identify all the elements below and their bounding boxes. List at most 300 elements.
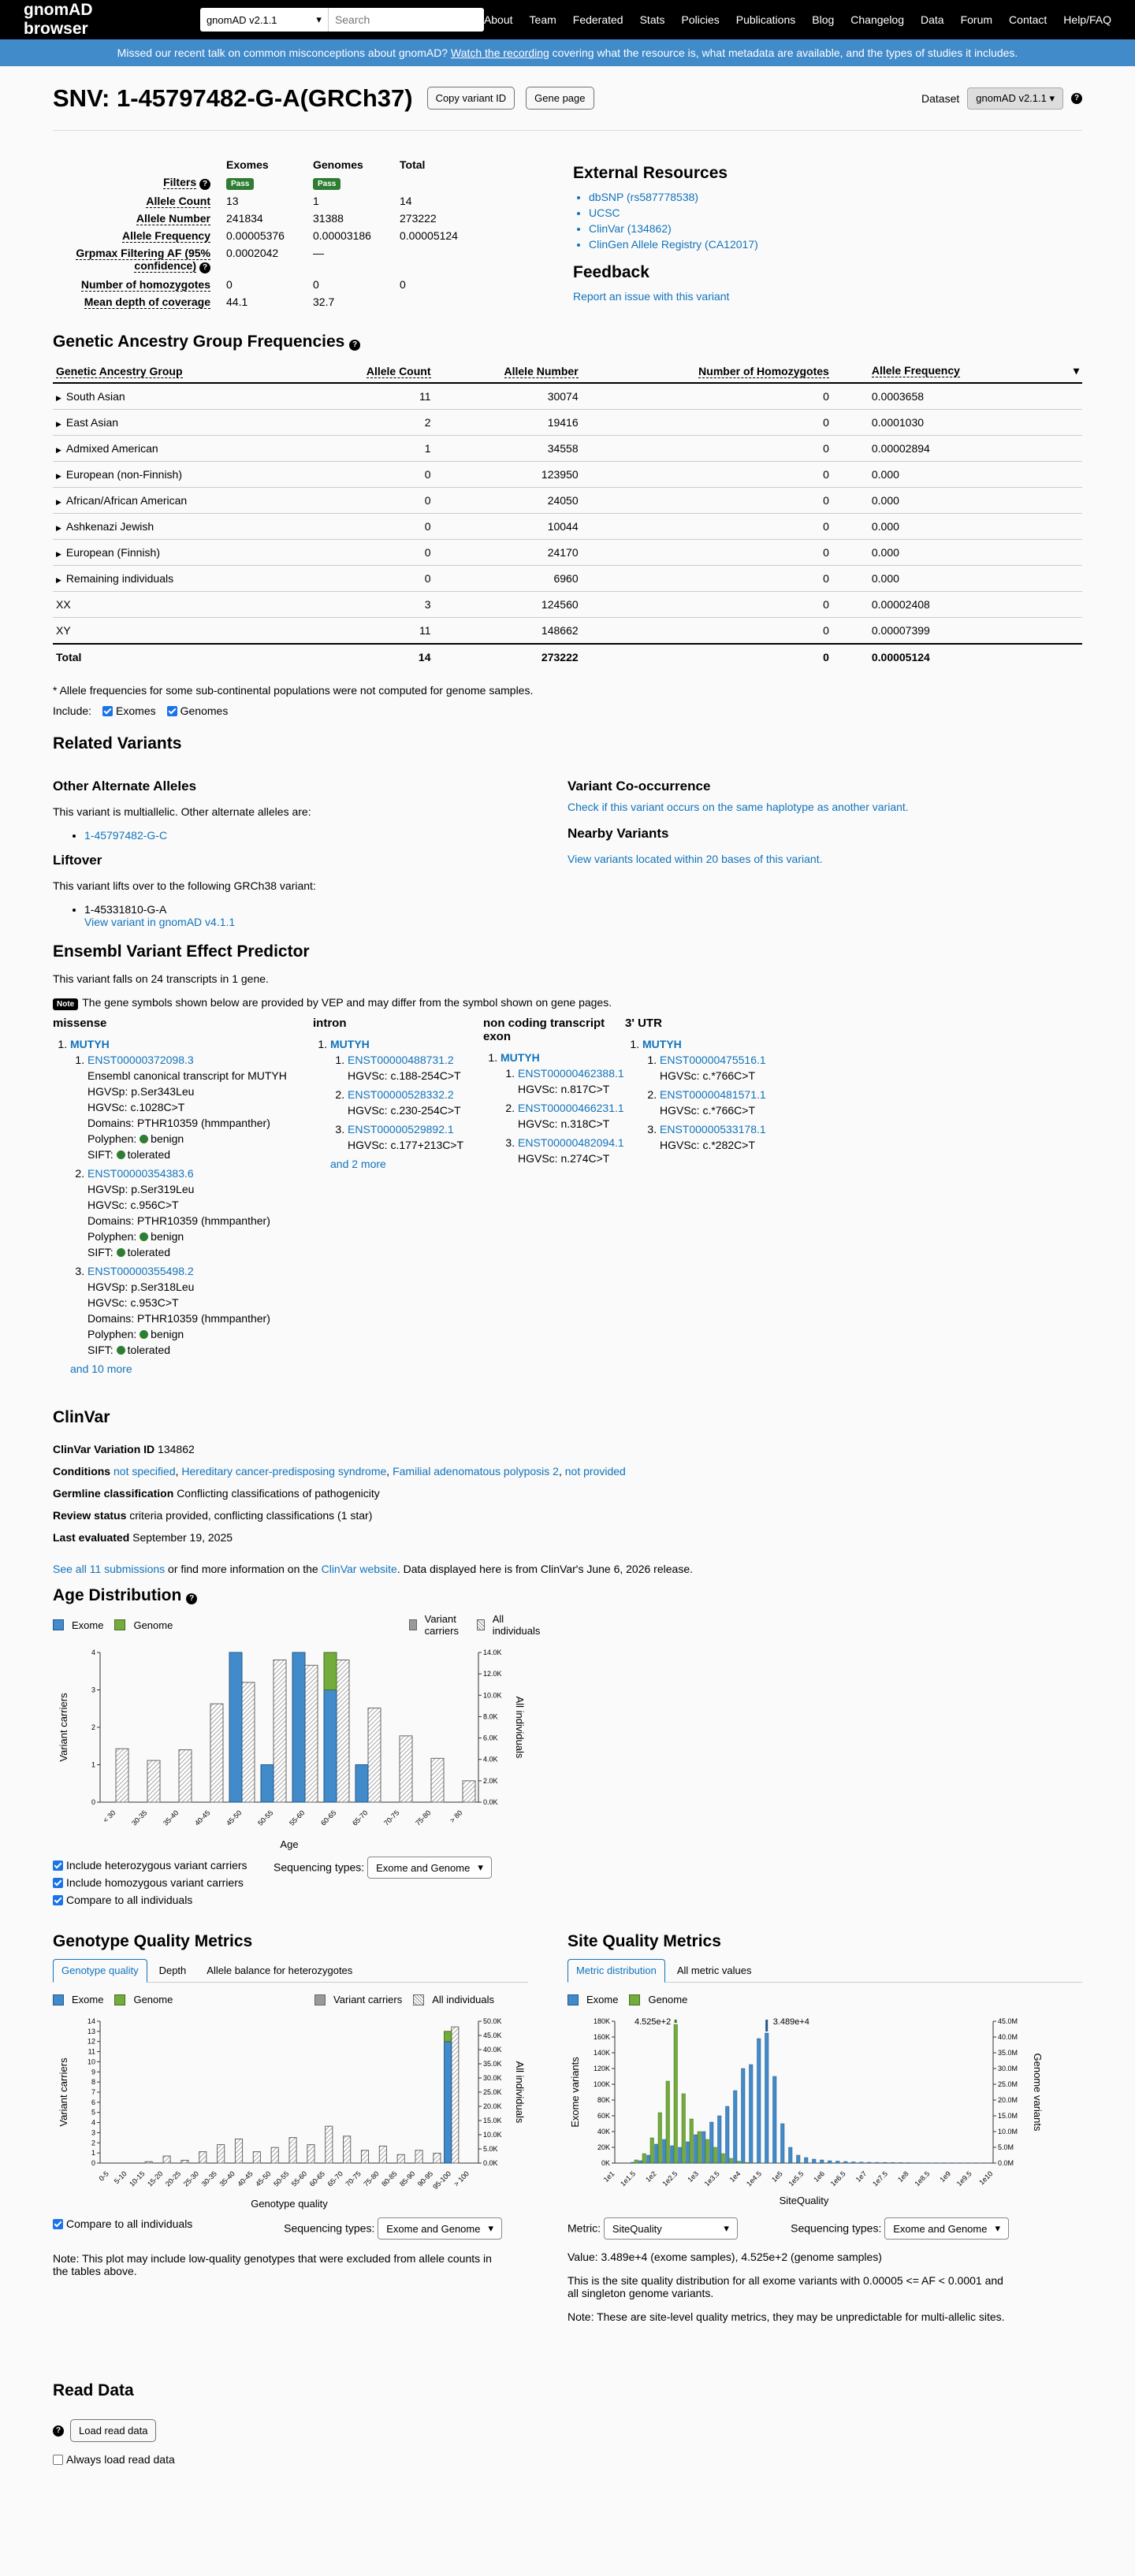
nav-link-publications[interactable]: Publications <box>735 13 796 26</box>
transcript-link[interactable]: ENST00000482094.1 <box>518 1136 624 1149</box>
gene-link[interactable]: MUTYH <box>642 1038 682 1050</box>
exome-bar <box>750 2065 754 2163</box>
transcript-detail: HGVSc: c.1028C>T <box>87 1101 185 1113</box>
genome-bar <box>658 2113 662 2163</box>
show-more-link[interactable]: and 10 more <box>70 1362 132 1375</box>
table-row[interactable] <box>53 540 1082 566</box>
always-load-checkbox[interactable]: Always load read data <box>53 2453 1082 2466</box>
table-cell: 0 <box>823 546 829 559</box>
note-badge: Note <box>53 998 78 1010</box>
x-tick-label: 1e7.5 <box>871 2169 890 2188</box>
polyphen-value: benign <box>151 1132 184 1145</box>
summary-row-label: Allele Count <box>146 195 210 207</box>
transcript-link[interactable]: ENST00000533178.1 <box>660 1123 766 1136</box>
y2-tick-label: 8.0K <box>483 1712 498 1721</box>
transcript-detail: HGVSc: c.177+213C>T <box>348 1139 464 1151</box>
nav-link-stats[interactable]: Stats <box>639 13 665 26</box>
x-axis-label: Genotype quality <box>251 2198 328 2210</box>
transcript-detail: HGVSc: c.956C>T <box>87 1199 179 1211</box>
population-title: Genetic Ancestry Group Frequencies ? <box>53 333 1082 351</box>
exome-bar <box>828 2161 832 2163</box>
table-cell: 124560 <box>541 598 579 611</box>
nav-link-contact[interactable]: Contact <box>1009 13 1048 26</box>
condition-link[interactable]: Familial adenomatous polyposis 2 <box>393 1465 559 1478</box>
exome-bar <box>655 2144 659 2163</box>
all-individuals-bar <box>344 2136 351 2163</box>
x-tick-label: 65-70 <box>326 2169 344 2188</box>
help-icon[interactable]: ? <box>1071 93 1082 104</box>
age-legend <box>53 1613 541 1637</box>
x-tick-label: 1e5.5 <box>787 2169 806 2188</box>
condition-link[interactable]: Hereditary cancer-predisposing syndrome <box>181 1465 387 1478</box>
x-tick-label: > 80 <box>448 1808 464 1824</box>
pop-header[interactable]: Allele Count <box>304 359 434 383</box>
transcript-detail: HGVSc: n.274C>T <box>518 1152 610 1165</box>
x-tick-label: 0-5 <box>97 2169 110 2183</box>
y2-tick-label: 15.0K <box>483 2117 502 2124</box>
gq-legend <box>53 1994 494 2005</box>
copy-variant-id-button[interactable]: Copy variant ID <box>427 87 515 110</box>
expand-icon[interactable]: ▶ <box>56 394 61 402</box>
x-tick-label: 75-80 <box>362 2169 381 2188</box>
last-evaluated-value: September 19, 2025 <box>132 1531 233 1544</box>
nav-link-blog[interactable]: Blog <box>812 13 835 26</box>
y2-tick-label: 35.0M <box>998 2049 1018 2057</box>
germline-value: Conflicting classifications of pathogenicity <box>177 1487 380 1500</box>
gene-link[interactable]: MUTYH <box>501 1051 540 1064</box>
y-tick-label: 0 <box>91 2159 95 2167</box>
exome-bar <box>899 2162 903 2163</box>
table-cell: 0 <box>424 572 431 585</box>
exome-bar <box>836 2162 840 2164</box>
external-link[interactable]: ClinGen Allele Registry (CA12017) <box>589 238 758 251</box>
load-read-data-button[interactable]: Load read data <box>70 2419 156 2442</box>
exome-bar <box>805 2158 809 2163</box>
y-tick-label: 140K <box>593 2049 610 2057</box>
dataset-label: Dataset <box>921 91 960 105</box>
help-icon[interactable]: ? <box>199 262 210 273</box>
y2-tick-label: 2.0K <box>483 1776 498 1785</box>
external-link[interactable]: ClinVar (134862) <box>589 222 672 235</box>
x-tick-label: 25-30 <box>181 2169 201 2188</box>
legend-exome: Exome <box>586 1994 619 2005</box>
other-alleles-title: Other Alternate Alleles <box>53 779 197 794</box>
exome-bar <box>876 2162 880 2163</box>
transcript-link[interactable]: ENST00000372098.3 <box>87 1054 194 1066</box>
exome-bar <box>821 2160 824 2163</box>
hom-carriers-checkbox[interactable]: Include homozygous variant carriers <box>53 1876 244 1889</box>
all-individuals-bar <box>179 1750 192 1803</box>
gq-note: Note: This plot may include low-quality genotypes that were excluded from allele counts in the tables above. <box>53 2252 492 2277</box>
y-axis-label: Variant carriers <box>58 1693 69 1762</box>
pop-header[interactable]: Genetic Ancestry Group <box>53 359 304 383</box>
transcript-link[interactable]: ENST00000462388.1 <box>518 1067 624 1080</box>
nav-link-data[interactable]: Data <box>921 13 944 26</box>
table-row[interactable] <box>53 383 1082 410</box>
dataset-dropdown-value: gnomAD v2.1.1 <box>976 91 1047 104</box>
seq-value: Exome and Genome <box>376 1861 471 1874</box>
exome-bar <box>907 2163 911 2164</box>
nav-link-policies[interactable]: Policies <box>681 13 720 26</box>
nav-link-federated[interactable]: Federated <box>572 13 623 26</box>
seq-label: Sequencing types: <box>284 2221 375 2235</box>
x-tick-label: 35-40 <box>218 2169 236 2188</box>
legend-carriers: Variant carriers <box>424 1613 459 1637</box>
y-tick-label: 2 <box>91 1723 95 1731</box>
pop-header[interactable]: Allele Number <box>434 359 582 383</box>
sift-label: SIFT: <box>87 1148 114 1161</box>
exome-swatch <box>53 1619 64 1630</box>
transcript-link[interactable]: ENST00000475516.1 <box>660 1054 766 1066</box>
genome-bar <box>690 2119 694 2163</box>
vep-column-utr <box>625 1017 822 1377</box>
seq-label: Sequencing types: <box>274 1860 365 1874</box>
total-cell: 14 <box>418 651 431 664</box>
exome-bar <box>647 2155 651 2163</box>
transcript-link[interactable]: ENST00000466231.1 <box>518 1102 624 1114</box>
other-allele-link[interactable]: 1-45797482-G-C <box>84 829 168 842</box>
legend-genome: Genome <box>648 1994 688 2005</box>
summary-cell: 0.00005124 <box>400 229 458 242</box>
total-cell: 273222 <box>541 651 579 664</box>
transcript-detail: HGVSp: p.Ser343Leu <box>87 1085 195 1098</box>
external-link[interactable]: dbSNP (rs587778538) <box>589 191 699 203</box>
y-axis-label: Variant carriers <box>58 2057 69 2127</box>
show-more-link[interactable]: and 2 more <box>330 1158 386 1170</box>
transcript-detail: HGVSc: n.817C>T <box>518 1083 610 1095</box>
transcript-item <box>518 1065 625 1097</box>
age-controls <box>53 1857 494 1909</box>
x-tick-label: < 30 <box>101 1808 117 1824</box>
genome-bar <box>713 2147 717 2163</box>
exome-bar <box>765 2033 769 2163</box>
nav-link-about[interactable]: About <box>483 13 513 26</box>
exome-bar <box>710 2122 714 2163</box>
exome-bar <box>884 2162 888 2163</box>
dataset-selector <box>921 87 1082 110</box>
exome-bar <box>639 2161 643 2163</box>
include-exomes-checkbox[interactable]: Exomes <box>102 704 156 717</box>
exome-bar <box>679 2147 683 2163</box>
all-individuals-bar <box>274 1660 286 1803</box>
genome-bar <box>634 2160 638 2163</box>
report-issue-link[interactable]: Report an issue with this variant <box>573 290 730 303</box>
clinvar-id: 134862 <box>158 1443 195 1455</box>
legend-carriers: Variant carriers <box>333 1994 403 2005</box>
polyphen-label: Polyphen: <box>87 1132 137 1145</box>
y2-tick-label: 35.0K <box>483 2060 502 2068</box>
all-individuals-bar <box>199 2152 207 2163</box>
transcript-link[interactable]: ENST00000488731.2 <box>348 1054 454 1066</box>
compare-all-checkbox[interactable]: Compare to all individuals <box>53 1894 192 1906</box>
include-label: Include: <box>53 704 92 717</box>
brand-logo[interactable]: gnomAD browser <box>24 1 93 38</box>
vep-consequence-title: 3' UTR <box>625 1017 662 1030</box>
y2-tick-label: 40.0K <box>483 2046 502 2054</box>
genome-bar <box>729 2158 733 2163</box>
y-tick-label: 120K <box>593 2065 610 2072</box>
tab-all-metric-values[interactable]: All metric values <box>676 1965 752 1976</box>
all-individuals-bar <box>181 2160 188 2163</box>
x-tick-label: 60-65 <box>319 1808 338 1827</box>
transcript-detail: HGVSc: c.*766C>T <box>660 1069 755 1082</box>
y-tick-label: 1 <box>91 1760 95 1769</box>
include-genomes-checkbox[interactable]: Genomes <box>167 704 229 717</box>
expand-icon[interactable]: ▶ <box>56 446 61 454</box>
y2-tick-label: 15.0M <box>998 2112 1018 2120</box>
summary-cell: 273222 <box>400 212 437 225</box>
summary-cell <box>392 293 466 310</box>
read-data-title: Read Data <box>53 2381 134 2399</box>
sort-icon: ▾ <box>1073 364 1079 377</box>
include-checkboxes <box>53 704 1082 717</box>
x-tick-label: 45-50 <box>254 2169 273 2188</box>
table-row[interactable] <box>53 514 1082 540</box>
y-tick-label: 7 <box>91 2088 95 2096</box>
sift-value: tolerated <box>127 1344 171 1356</box>
sift-value: tolerated <box>127 1148 171 1161</box>
exome-bar <box>261 1765 274 1803</box>
y2-tick-label: 10.0K <box>483 1691 502 1700</box>
filter-pass-badge: Pass <box>226 178 254 190</box>
legend-exome: Exome <box>72 1994 104 2005</box>
genome-bar <box>682 2094 686 2163</box>
metric-select[interactable]: SiteQuality ▾ <box>604 2217 738 2240</box>
nav-links <box>484 13 1111 26</box>
exome-bar <box>631 2162 635 2163</box>
help-icon[interactable]: ? <box>199 179 210 190</box>
table-cell: 0 <box>823 416 829 429</box>
y-tick-label: 12 <box>87 2037 95 2046</box>
related-variants-title: Related Variants <box>53 734 182 753</box>
filter-pass-badge: Pass <box>313 178 340 190</box>
table-cell: 30074 <box>547 390 579 403</box>
gq-compare-checkbox[interactable]: Compare to all individuals <box>53 2217 192 2240</box>
expand-icon[interactable]: ▶ <box>56 420 61 428</box>
clinvar-text: or find more information on the <box>168 1563 318 1575</box>
y2-tick-label: 30.0M <box>998 2065 1018 2072</box>
vep-column-noncoding <box>483 1017 625 1377</box>
exome-bar <box>757 2039 761 2163</box>
review-label: Review status <box>53 1509 127 1522</box>
x-tick-label: 1e8 <box>896 2169 910 2184</box>
table-cell: European (Finnish) <box>65 546 160 559</box>
nav-link-forum[interactable]: Forum <box>960 13 993 26</box>
y-tick-label: 180K <box>593 2017 610 2025</box>
transcript-link[interactable]: ENST00000355498.2 <box>87 1265 194 1277</box>
exome-bar <box>702 2132 706 2163</box>
expand-icon[interactable]: ▶ <box>56 472 61 480</box>
exome-bar <box>742 2069 746 2163</box>
legend-genome: Genome <box>133 1994 173 2005</box>
all-individuals-bar <box>305 1665 318 1802</box>
table-row[interactable] <box>53 410 1082 436</box>
site-quality-chart <box>568 2005 1044 2210</box>
exome-bar <box>726 2106 730 2163</box>
transcript-detail: Ensembl canonical transcript for MUTYH <box>87 1069 287 1082</box>
col-exomes: Exomes <box>226 158 269 171</box>
banner-link[interactable]: Watch the recording <box>451 46 549 59</box>
summary-cell: 0 <box>313 278 319 291</box>
sequencing-type-select[interactable]: Exome and Genome ▾ <box>367 1857 492 1879</box>
y-tick-label: 11 <box>87 2047 95 2056</box>
tab-allele-balance-for-heterozygotes[interactable]: Allele balance for heterozygotes <box>207 1965 353 1976</box>
legend-genome: Genome <box>133 1619 173 1631</box>
col-genomes: Genomes <box>313 158 363 171</box>
x-tick-label: 1e7 <box>854 2169 869 2184</box>
y-tick-label: 14 <box>87 2017 95 2025</box>
het-carriers-checkbox[interactable]: Include heterozygous variant carriers <box>53 1859 247 1872</box>
total-cell: 0 <box>823 651 829 664</box>
expand-icon[interactable]: ▶ <box>56 498 61 506</box>
y-tick-label: 0K <box>601 2159 610 2167</box>
transcript-link[interactable]: ENST00000529892.1 <box>348 1123 454 1136</box>
help-icon[interactable]: ? <box>349 340 360 351</box>
all-individuals-bar <box>434 2153 441 2163</box>
carriers-swatch <box>409 1619 416 1630</box>
gene-link[interactable]: MUTYH <box>330 1038 370 1050</box>
transcript-detail: HGVSc: c.188-254C>T <box>348 1069 461 1082</box>
gene-page-button[interactable]: Gene page <box>526 87 594 110</box>
x-tick-label: 30-35 <box>199 2169 218 2188</box>
see-submissions-link[interactable]: See all 11 submissions <box>53 1563 166 1575</box>
summary-cell <box>392 244 466 276</box>
exome-bar <box>860 2162 864 2163</box>
all-individuals-bar <box>452 2027 459 2163</box>
cooccurrence-link[interactable]: Check if this variant occurs on the same haplotype as another variant. <box>568 801 909 813</box>
table-cell: 2 <box>424 416 431 429</box>
y-tick-label: 80K <box>597 2096 610 2104</box>
exome-bar <box>355 1765 368 1803</box>
other-alleles-text: This variant is multiallelic. Other alternate alleles are: <box>53 805 311 818</box>
table-row[interactable] <box>53 462 1082 488</box>
table-cell: 123950 <box>541 468 579 481</box>
all-individuals-bar <box>397 2154 404 2163</box>
liftover-text: This variant lifts over to the following GRCh38 variant: <box>53 879 316 892</box>
summary-cell: 13 <box>226 195 239 207</box>
all-individuals-bar <box>337 1660 349 1803</box>
nav-link-team[interactable]: Team <box>529 13 556 26</box>
table-cell: Ashkenazi Jewish <box>65 520 154 533</box>
nearby-variants-link[interactable]: View variants located within 20 bases of this variant. <box>568 853 823 865</box>
benign-dot-icon <box>140 1135 148 1143</box>
summary-row-label: Mean depth of coverage <box>84 296 210 308</box>
polyphen-value: benign <box>151 1328 184 1340</box>
clinvar-website-link[interactable]: ClinVar website <box>321 1563 397 1575</box>
table-cell: 0 <box>823 390 829 403</box>
exome-bar <box>734 2091 738 2163</box>
page-title: SNV: 1-45797482-G-A(GRCh37) <box>53 84 413 112</box>
genome-bar <box>642 2154 646 2163</box>
age-distribution-chart <box>53 1637 526 1849</box>
exome-bar <box>292 1652 305 1802</box>
polyphen-label: Polyphen: <box>87 1230 137 1243</box>
table-row[interactable] <box>53 488 1082 514</box>
announcement-banner <box>0 39 1135 66</box>
transcript-item <box>348 1087 483 1118</box>
table-cell: 6960 <box>553 572 579 585</box>
variant-header <box>53 66 1082 131</box>
nav-link-changelog[interactable]: Changelog <box>850 13 905 26</box>
genome-bar <box>445 2031 452 2042</box>
condition-link[interactable]: not provided <box>564 1465 626 1478</box>
genome-bar <box>650 2138 654 2163</box>
expand-icon[interactable]: ▶ <box>56 550 61 558</box>
table-cell: 0 <box>424 546 431 559</box>
sq-sequencing-type-select[interactable]: Exome and Genome ▾ <box>884 2217 1009 2240</box>
vep-title: Ensembl Variant Effect Predictor <box>53 942 310 961</box>
summary-cell: — <box>313 247 324 259</box>
y-tick-label: 4 <box>91 2118 95 2127</box>
exome-bar <box>229 1652 242 1802</box>
expand-icon[interactable]: ▶ <box>56 524 61 532</box>
dataset-select[interactable] <box>200 8 329 32</box>
condition-link[interactable]: not specified <box>114 1465 176 1478</box>
pop-header[interactable]: Number of Homozygotes <box>582 359 832 383</box>
search-input[interactable] <box>329 8 484 32</box>
y-tick-label: 0 <box>91 1798 95 1806</box>
table-row[interactable] <box>53 436 1082 462</box>
x-tick-label: 50-55 <box>272 2169 291 2188</box>
sift-value: tolerated <box>127 1246 171 1258</box>
liftover-link[interactable]: View variant in gnomAD v4.1.1 <box>84 916 236 928</box>
external-resources <box>573 156 1014 310</box>
transcript-link[interactable]: ENST00000481571.1 <box>660 1088 766 1101</box>
table-cell: Admixed American <box>65 442 158 455</box>
tab-metric-distribution[interactable]: Metric distribution <box>568 1959 665 1983</box>
x-tick-label: 1e9 <box>938 2169 953 2184</box>
sq-legend <box>568 1994 1082 2005</box>
y-tick-label: 2 <box>91 2139 95 2147</box>
y2-tick-label: 5.0K <box>483 2145 498 2153</box>
table-cell: 10044 <box>547 520 579 533</box>
dataset-dropdown[interactable]: gnomAD v2.1.1 ▾ <box>967 87 1063 110</box>
transcript-detail: Domains: PTHR10359 (hmmpanther) <box>87 1117 270 1129</box>
gene-link[interactable]: MUTYH <box>70 1038 110 1050</box>
expand-icon[interactable]: ▶ <box>56 576 61 584</box>
x-tick-label: 90-95 <box>415 2169 435 2188</box>
nav-link-helpfaq[interactable]: Help/FAQ <box>1063 13 1111 26</box>
x-tick-label: 50-55 <box>256 1808 275 1827</box>
tab-genotype-quality[interactable]: Genotype quality <box>53 1959 147 1983</box>
sift-label: SIFT: <box>87 1344 114 1356</box>
help-icon[interactable]: ? <box>186 1593 197 1604</box>
gq-sequencing-type-select[interactable]: Exome and Genome ▾ <box>378 2217 502 2240</box>
y2-tick-label: 45.0K <box>483 2031 502 2039</box>
external-link[interactable]: UCSC <box>589 206 620 219</box>
banner-rest: covering what the resource is, what metadata are available, and the types of studies it includes. <box>552 46 1018 59</box>
all-individuals-bar <box>147 1760 160 1802</box>
top-nav <box>0 0 1135 39</box>
help-icon[interactable]: ? <box>53 2425 64 2437</box>
banner-text: Missed our recent talk on common misconceptions about gnomAD? <box>117 46 448 59</box>
all-individuals-bar <box>218 2145 225 2163</box>
table-cell: 0 <box>424 494 431 507</box>
vep-note: The gene symbols shown below are provided by VEP and may differ from the symbol shown on gene pages. <box>82 996 612 1009</box>
liftover-variant: 1-45331810-G-A <box>84 903 167 916</box>
y2-tick-label: 0.0K <box>483 2159 498 2167</box>
exome-bar <box>844 2162 848 2163</box>
x-tick-label: 15-20 <box>146 2169 165 2188</box>
x-tick-label: 1e6 <box>812 2169 827 2184</box>
transcript-link[interactable]: ENST00000354383.6 <box>87 1167 194 1180</box>
table-row[interactable] <box>53 566 1082 592</box>
table-cell: 19416 <box>547 416 579 429</box>
pop-header[interactable]: Allele Frequency ▾ <box>832 359 1082 383</box>
y-tick-label: 4 <box>91 1649 95 1656</box>
transcript-link[interactable]: ENST00000528332.2 <box>348 1088 454 1101</box>
tab-depth[interactable]: Depth <box>158 1965 187 1976</box>
